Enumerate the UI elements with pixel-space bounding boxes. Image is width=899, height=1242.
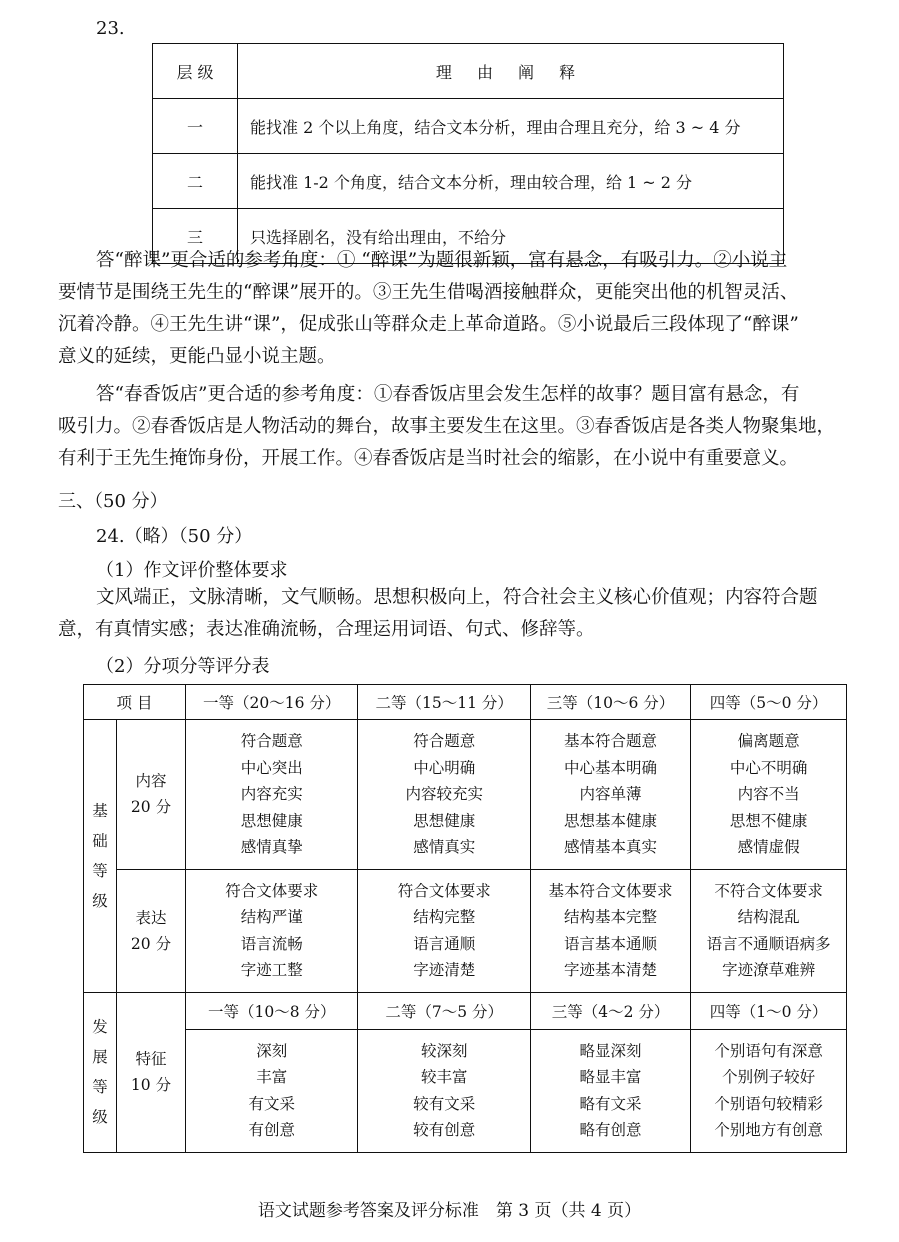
paragraph-line: 文风端正，文脉清晰，文气顺畅。思想积极向上，符合社会主义核心价值观；内容符合题 <box>96 587 818 608</box>
question-number: 23. <box>96 18 125 39</box>
question-24: 24.（略）（50 分） <box>96 526 253 547</box>
paragraph-line: 沉着冷静。④王先生讲“课”，促成张山等群众走上革命道路。⑤小说最后三段体现了“醉课” <box>58 314 799 335</box>
paragraph-line: 吸引力。②春香饭店是人物活动的舞台，故事主要发生在这里。③春香饭店是各类人物聚集地， <box>58 416 836 437</box>
feature-cell: 四等（1～0 分） 个别语句有深意 个别例子较好 个别语句较精彩 个别地方有创意 <box>691 992 847 1152</box>
level-cell: 二 <box>153 154 238 209</box>
feature-cell: 三等（4～2 分） 略显深刻 略显丰富 略有文采 略有创意 <box>530 992 690 1152</box>
content-cell: 基本符合题意 中心基本明确 内容单薄 思想基本健康 感情基本真实 <box>530 720 690 870</box>
expression-label: 表达 20 分 <box>117 869 186 992</box>
page-footer: 语文试题参考答案及评分标准 第 3 页（共 4 页） <box>257 1201 642 1221</box>
table-row <box>84 992 847 1152</box>
header-reason: 理 由 阐 释 <box>238 44 784 99</box>
content-cell: 偏离题意 中心不明确 内容不当 思想不健康 感情虚假 <box>691 720 847 870</box>
reason-cell: 只选择剧名，没有给出理由，不给分 <box>238 209 784 264</box>
item-header: 项 目 <box>84 685 186 720</box>
content-cell: 符合题意 中心突出 内容充实 思想健康 感情真挚 <box>186 720 358 870</box>
dev-grade-header: 四等（1～0 分） <box>691 993 846 1030</box>
answer-paragraph-zuike <box>58 245 858 373</box>
feature-label: 特征 10 分 <box>117 992 186 1152</box>
paragraph-line: 答“醉课”更合适的参考角度：① “醉课”为题很新颖，富有悬念，有吸引力。②小说主 <box>96 250 788 271</box>
dev-grade-header: 三等（4～2 分） <box>531 993 690 1030</box>
development-level-label: 发 展 等 级 <box>84 992 117 1152</box>
expression-cell: 符合文体要求 结构严谨 语言流畅 字迹工整 <box>186 869 358 992</box>
expression-cell: 基本符合文体要求 结构基本完整 语言基本通顺 字迹基本清楚 <box>530 869 690 992</box>
grading-table <box>83 684 847 1153</box>
table-row <box>153 154 784 209</box>
header-level: 层 级 <box>153 44 238 99</box>
subsection-1-title: （1）作文评价整体要求 <box>96 560 288 581</box>
content-label: 内容 20 分 <box>117 720 186 870</box>
content-cell: 符合题意 中心明确 内容较充实 思想健康 感情真实 <box>358 720 530 870</box>
subsection-2-title: （2）分项分等评分表 <box>96 656 270 677</box>
feature-cell: 一等（10～8 分） 深刻 丰富 有文采 有创意 <box>186 992 358 1152</box>
dev-grade-header: 二等（7～5 分） <box>358 993 529 1030</box>
grade-header: 四等（5～0 分） <box>691 685 847 720</box>
grade-header: 三等（10～6 分） <box>530 685 690 720</box>
reason-cell: 能找准 2 个以上角度，结合文本分析，理由合理且充分，给 3 ~ 4 分 <box>238 99 784 154</box>
expression-cell: 不符合文体要求 结构混乱 语言不通顺语病多 字迹潦草难辨 <box>691 869 847 992</box>
grade-header: 一等（20～16 分） <box>186 685 358 720</box>
paragraph-line: 有利于王先生掩饰身份，开展工作。④春香饭店是当时社会的缩影，在小说中有重要意义。 <box>58 448 799 469</box>
paragraph-line: 答“春香饭店”更合适的参考角度：①春香饭店里会发生怎样的故事？题目富有悬念，有 <box>96 384 800 405</box>
paragraph-line: 意，有真情实感；表达准确流畅，合理运用词语、句式、修辞等。 <box>58 619 595 640</box>
reason-cell: 能找准 1-2 个角度，结合文本分析，理由较合理，给 1 ~ 2 分 <box>238 154 784 209</box>
overall-requirements <box>58 582 858 646</box>
rubric-table <box>152 43 784 264</box>
paragraph-line: 意义的延续，更能凸显小说主题。 <box>58 346 336 367</box>
feature-cell: 二等（7～5 分） 较深刻 较丰富 较有文采 较有创意 <box>358 992 530 1152</box>
section-three-heading: 三、（50 分） <box>58 491 168 512</box>
level-cell: 一 <box>153 99 238 154</box>
grade-header: 二等（15～11 分） <box>358 685 530 720</box>
expression-cell: 符合文体要求 结构完整 语言通顺 字迹清楚 <box>358 869 530 992</box>
table-row <box>153 44 784 99</box>
basic-level-label: 基 础 等 级 <box>84 720 117 993</box>
table-row <box>84 720 847 870</box>
answer-paragraph-chunxiang <box>58 379 858 475</box>
level-cell: 三 <box>153 209 238 264</box>
table-row <box>153 99 784 154</box>
dev-grade-header: 一等（10～8 分） <box>186 993 357 1030</box>
table-row <box>84 869 847 992</box>
table-row <box>84 685 847 720</box>
paragraph-line: 要情节是围绕王先生的“醉课”展开的。③王先生借喝酒接触群众，更能突出他的机智灵活、 <box>58 282 799 303</box>
